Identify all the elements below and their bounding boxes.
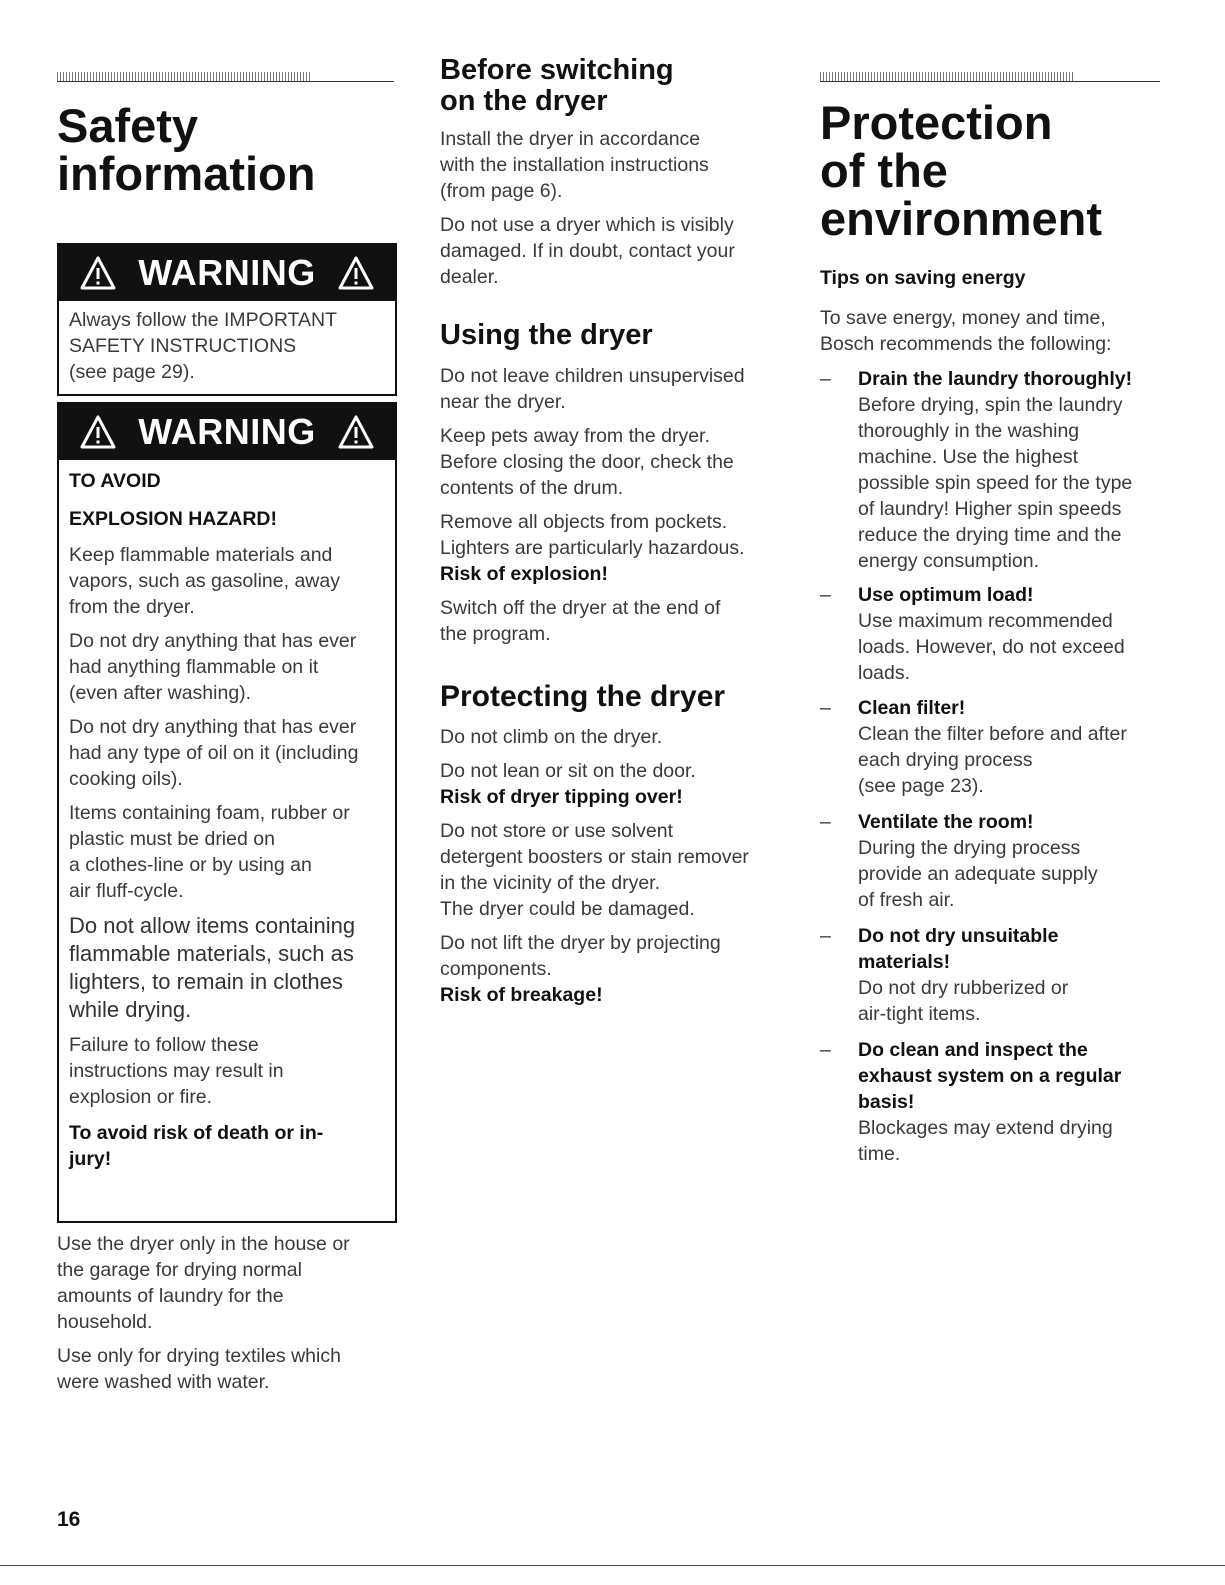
dash-bullet: – — [820, 1039, 831, 1061]
tip-text: Blockages may extend drying time. — [858, 1117, 1113, 1165]
safety-after-text — [57, 1231, 399, 1395]
warning-triangle-icon — [338, 415, 374, 449]
warning-paragraph: Failure to follow these instructions may result in explosion or fire. — [69, 1034, 284, 1108]
paragraph: Do not lift the dryer by projecting components. — [440, 932, 721, 980]
warning-label: WARNING — [138, 411, 316, 452]
paragraph: Install the dryer in accordance with the installation instructions (from page 6). — [440, 128, 709, 202]
warning-subhead: EXPLOSION HAZARD! — [69, 508, 278, 530]
warning-box-explosion — [57, 402, 397, 1223]
using-text — [440, 363, 785, 647]
subheading-tips: Tips on saving energy — [820, 267, 1026, 289]
paragraph: Do not store or use solvent detergent boosters or stain remover in the vicinity of the dryer. The dryer could be damaged. — [440, 820, 749, 920]
paragraph: Do not climb on the dryer. — [440, 726, 663, 748]
warning-paragraph: Do not dry anything that has ever had anything flammable on it (even after washing). — [69, 630, 357, 704]
warning-triangle-icon — [338, 256, 374, 290]
section-rule — [820, 70, 1160, 84]
tip-item — [820, 582, 1165, 686]
tip-text: Before drying, spin the laundry thoroughly in the washing machine. Use the highest possible spin speed for the type of laundry! Higher spin speeds reduce the drying time and the energy consumption. — [858, 394, 1133, 572]
tip-text: Do not dry rubberized or air-tight items. — [858, 977, 1069, 1025]
warning-paragraph: Items containing foam, rubber or plastic must be dried on a clothes-line or by using an air fluff-cycle. — [69, 802, 350, 902]
tip-title: Clean filter! — [858, 697, 966, 719]
warning-box-important — [57, 243, 397, 396]
dash-bullet: – — [820, 584, 831, 606]
page-number: 16 — [57, 1508, 81, 1531]
warning-paragraph-large: Do not allow items containing flammable materials, such as lighters, to remain in clothes while drying. — [69, 913, 356, 1022]
paragraph: Do not use a dryer which is visibly damaged. If in doubt, contact your dealer. — [440, 214, 735, 288]
tip-item — [820, 366, 1165, 574]
dash-bullet: – — [820, 697, 831, 719]
warning-paragraph: Keep flammable materials and vapors, such as gasoline, away from the dryer. — [69, 544, 340, 618]
risk-breakage: Risk of breakage! — [440, 984, 603, 1006]
warning-label: WARNING — [138, 252, 316, 293]
tip-title: Drain the laundry thoroughly! — [858, 368, 1133, 390]
section-rule — [57, 70, 394, 84]
warning-triangle-icon — [80, 415, 116, 449]
warning-subhead: TO AVOID — [69, 470, 161, 492]
dash-bullet: – — [820, 925, 831, 947]
bottom-rule — [0, 1565, 1225, 1566]
death-warning: To avoid risk of death or in- jury! — [69, 1122, 324, 1170]
intro-text: To save energy, money and time, Bosch recommends the following: — [820, 307, 1112, 355]
warning-triangle-icon — [80, 256, 116, 290]
tip-item — [820, 809, 1165, 913]
tip-title: Do clean and inspect the exhaust system on a regular basis! — [858, 1039, 1122, 1113]
tip-title: Ventilate the room! — [858, 811, 1034, 833]
before-switching-text — [440, 126, 785, 290]
tip-item — [820, 923, 1165, 1027]
protecting-text — [440, 724, 785, 1008]
tip-title: Use optimum load! — [858, 584, 1034, 606]
paragraph: Use only for drying textiles which were washed with water. — [57, 1345, 341, 1393]
section-heading-using: Using the dryer — [440, 319, 653, 351]
paragraph: Do not leave children unsupervised near the dryer. — [440, 365, 745, 413]
paragraph: Switch off the dryer at the end of the program. — [440, 597, 721, 645]
warning-text: Always follow the IMPORTANT SAFETY INSTRUCTIONS (see page 29). — [69, 309, 338, 383]
tip-text: During the drying process provide an adequate supply of fresh air. — [858, 837, 1098, 911]
tip-title: Do not dry unsuitable materials! — [858, 925, 1059, 973]
environment-title: Protection of the environment — [820, 96, 1103, 245]
warning-paragraph: Do not dry anything that has ever had any type of oil on it (including cooking oils). — [69, 716, 359, 790]
tip-item — [820, 1037, 1165, 1167]
paragraph: Use the dryer only in the house or the garage for drying normal amounts of laundry for the household. — [57, 1233, 350, 1333]
section-heading-protecting: Protecting the dryer — [440, 680, 726, 713]
tip-text: Use maximum recommended loads. However, do not exceed loads. — [858, 610, 1125, 684]
section-heading-before-switching: Before switching on the dryer — [440, 54, 674, 117]
tip-item — [820, 695, 1165, 799]
safety-title: Safety information — [57, 99, 316, 200]
paragraph: Remove all objects from pockets. Lighters are particularly hazardous. — [440, 511, 745, 559]
paragraph: Keep pets away from the dryer. Before closing the door, check the contents of the drum. — [440, 425, 734, 499]
warning-header — [59, 404, 395, 460]
risk-explosion: Risk of explosion! — [440, 563, 608, 585]
dash-bullet: – — [820, 811, 831, 833]
warning-header — [59, 245, 395, 301]
tip-text: Clean the filter before and after each drying process (see page 23). — [858, 723, 1127, 797]
dash-bullet: – — [820, 368, 831, 390]
risk-tipping: Risk of dryer tipping over! — [440, 786, 683, 808]
paragraph: Do not lean or sit on the door. — [440, 760, 696, 782]
